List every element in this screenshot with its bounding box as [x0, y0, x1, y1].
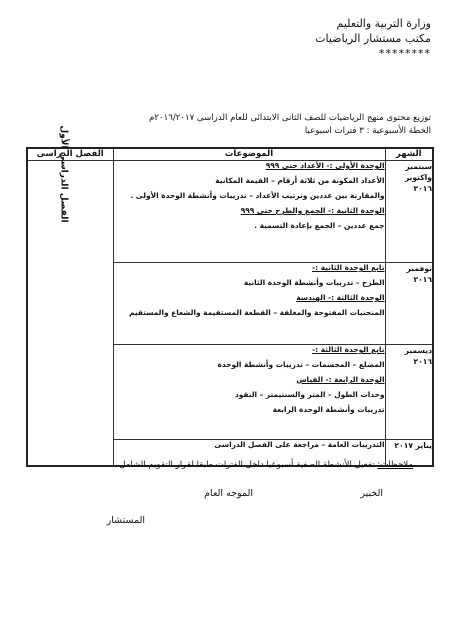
topic-line: الوحدة الأولى :- الأعداد حتى ٩٩٩ [265, 161, 385, 170]
topic-line: تابع الوحدة الثالثة :- [312, 345, 385, 354]
topic-line: الوحدة الرابعة :- القياس [296, 375, 385, 384]
topic-line: تابع الوحدة الثانية :- [312, 263, 385, 272]
topic-line: التدريبات العامة – مراجعة على الفصل الدراسى [214, 440, 385, 449]
term-cell [27, 125, 113, 466]
month-cell: ديسمبر ٢٠١٦ [385, 345, 433, 440]
weekly-plan-note: الخطة الأسبوعية : ٣ فترات اسبوعيا [304, 126, 431, 136]
notes [119, 460, 413, 470]
topic-line: الوحدة الثانية :- الجمع والطرح حتى ٩٩٩ [240, 206, 385, 215]
stars-line: ******** [379, 47, 431, 60]
header-term: الفصل الدراسى [27, 148, 113, 161]
header-month: الشهر [385, 148, 433, 161]
term-label: الفصل الدراسى الأول [58, 125, 69, 223]
topic-line: الوحدة الثالثة :- الهندسة [296, 293, 385, 302]
table-header-row [27, 148, 433, 161]
document-title: توزيع محتوى منهج الرياضيات للصف الثانى الابتدائى للعام الدراسى ٢٠١٦/٢٠١٧م [149, 113, 431, 123]
topic-line: المضلع – المجسمات – تدريبات وأنشطة الوحدة [217, 360, 385, 369]
topic-line: جمع عددين – الجمع بإعادة التسمية . [254, 221, 385, 230]
table-row [27, 161, 433, 263]
topic-line: الأعداد المكونة من ثلاثة أرقام – القيمة المكانية [215, 176, 385, 185]
topics-cell [113, 345, 385, 440]
topics-cell [113, 263, 385, 345]
month-cell: سبتمبر واكتوبر ٢٠١٦ [385, 161, 433, 263]
topic-line: تدريبات وأنشطة الوحدة الرابعة [272, 405, 385, 414]
topic-line: والمقارنة بين عددين وترتيب الأعداد – تدريبات وأنشطة الوحدة الأولى . [130, 191, 385, 200]
topic-line: وحدات الطول – المتر والسنتيمتر – النقود [234, 390, 385, 399]
signature-general-director: الموجه العام [204, 488, 253, 499]
ministry-name: وزارة التربية والتعليم [336, 17, 431, 30]
notes-text: تفعيل الأنشطة الصفية أسبوعيا داخل الفترات طبقا لقرار التقويم الشامل [119, 460, 378, 470]
header-topics: الموضوعات [113, 148, 385, 161]
month-cell: نوفمبر ٢٠١٦ [385, 263, 433, 345]
month-cell: يناير ٢٠١٧ [385, 440, 433, 466]
letterhead [315, 16, 431, 61]
notes-label: ملاحظات: [377, 460, 413, 470]
office-name: مكتب مستشار الرياضيات [315, 32, 431, 45]
topic-line: المنحنيات المفتوحة والمغلقة – القطعة المستقيمة والشعاع والمستقيم [129, 308, 385, 317]
topics-cell [113, 161, 385, 263]
signature-expert: الخبير [360, 488, 383, 499]
signature-advisor: المستشار [106, 515, 145, 526]
topic-line: الطرح – تدريبات وأنشطة الوحدة الثانية [243, 278, 385, 287]
